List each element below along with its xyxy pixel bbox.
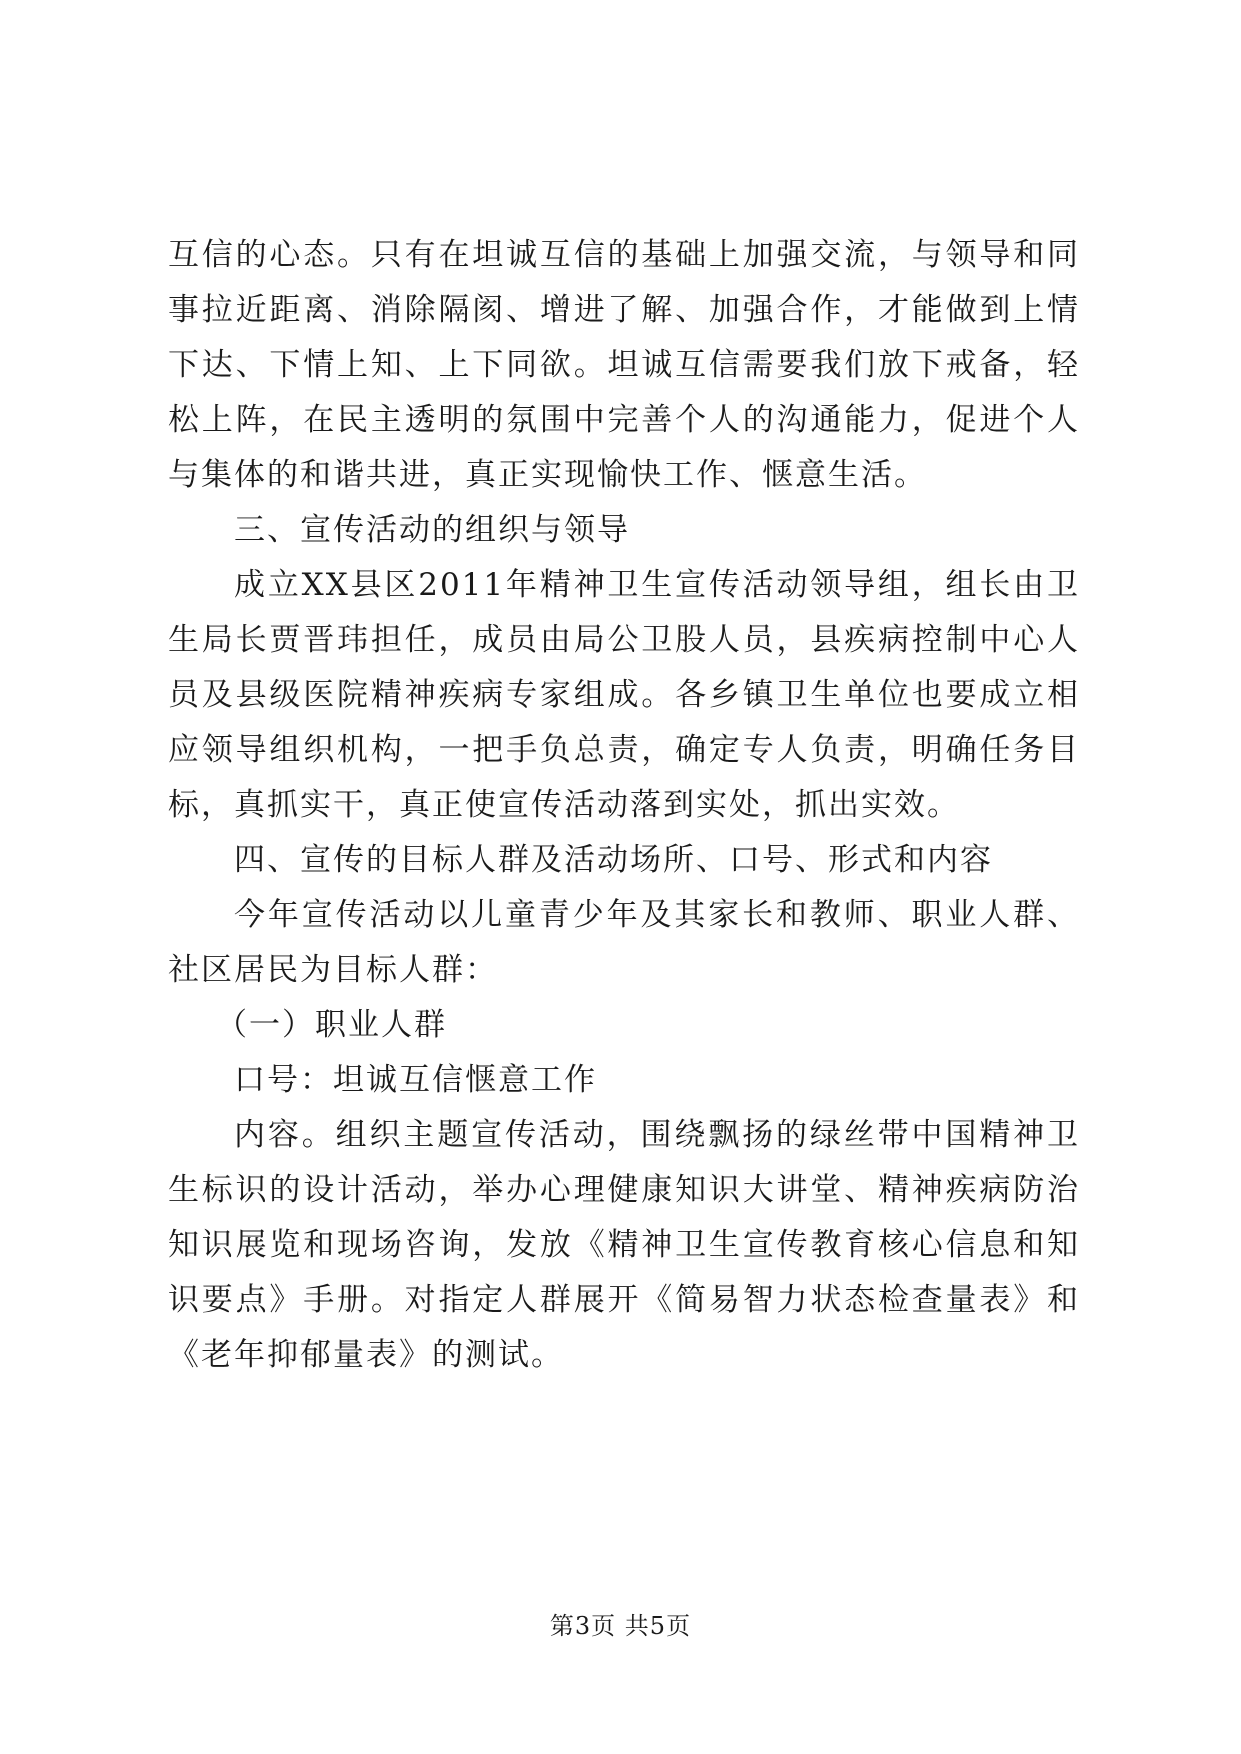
paragraph-leadership: 成立XX县区2011年精神卫生宣传活动领导组，组长由卫生局长贾晋玮担任，成员由局公卫股人员，县疾病控制中心人员及县级医院精神疾病专家组成。各乡镇卫生单位也要成立相应领导组织机构，一把手负总责，确定专人负责，明确任务目标，真抓实干，真正使宣传活动落到实处，抓出实效。 bbox=[168, 567, 1080, 823]
paragraph-continuation: 互信的心态。只有在坦诚互信的基础上加强交流，与领导和同事拉近距离、消除隔阂、增进了解、加强合作，才能做到上情下达、下情上知、上下同欲。坦诚互信需要我们放下戒备，轻松上阵，在民主透明的氛围中完善个人的沟通能力，促进个人与集体的和谐共进，真正实现愉快工作、惬意生活。 bbox=[168, 237, 1080, 493]
paragraph-content: 内容。组织主题宣传活动，围绕飘扬的绿丝带中国精神卫生标识的设计活动，举办心理健康知识大讲堂、精神疾病防治知识展览和现场咨询，发放《精神卫生宣传教育核心信息和知识要点》手册。对指定人群展开《简易智力状态检查量表》和《老年抑郁量表》的测试。 bbox=[168, 1117, 1080, 1373]
paragraph-slogan: 口号：坦诚互信惬意工作 bbox=[234, 1062, 597, 1098]
section-heading-3: 三、宣传活动的组织与领导 bbox=[234, 512, 630, 548]
section-heading-4: 四、宣传的目标人群及活动场所、口号、形式和内容 bbox=[234, 842, 993, 878]
page-number-footer: 第3页 共5页 bbox=[549, 1612, 692, 1640]
document-body bbox=[168, 228, 1080, 1383]
paragraph-target-groups: 今年宣传活动以儿童青少年及其家长和教师、职业人群、社区居民为目标人群： bbox=[168, 897, 1080, 988]
subheading-occupational: （一）职业人群 bbox=[216, 1007, 447, 1043]
